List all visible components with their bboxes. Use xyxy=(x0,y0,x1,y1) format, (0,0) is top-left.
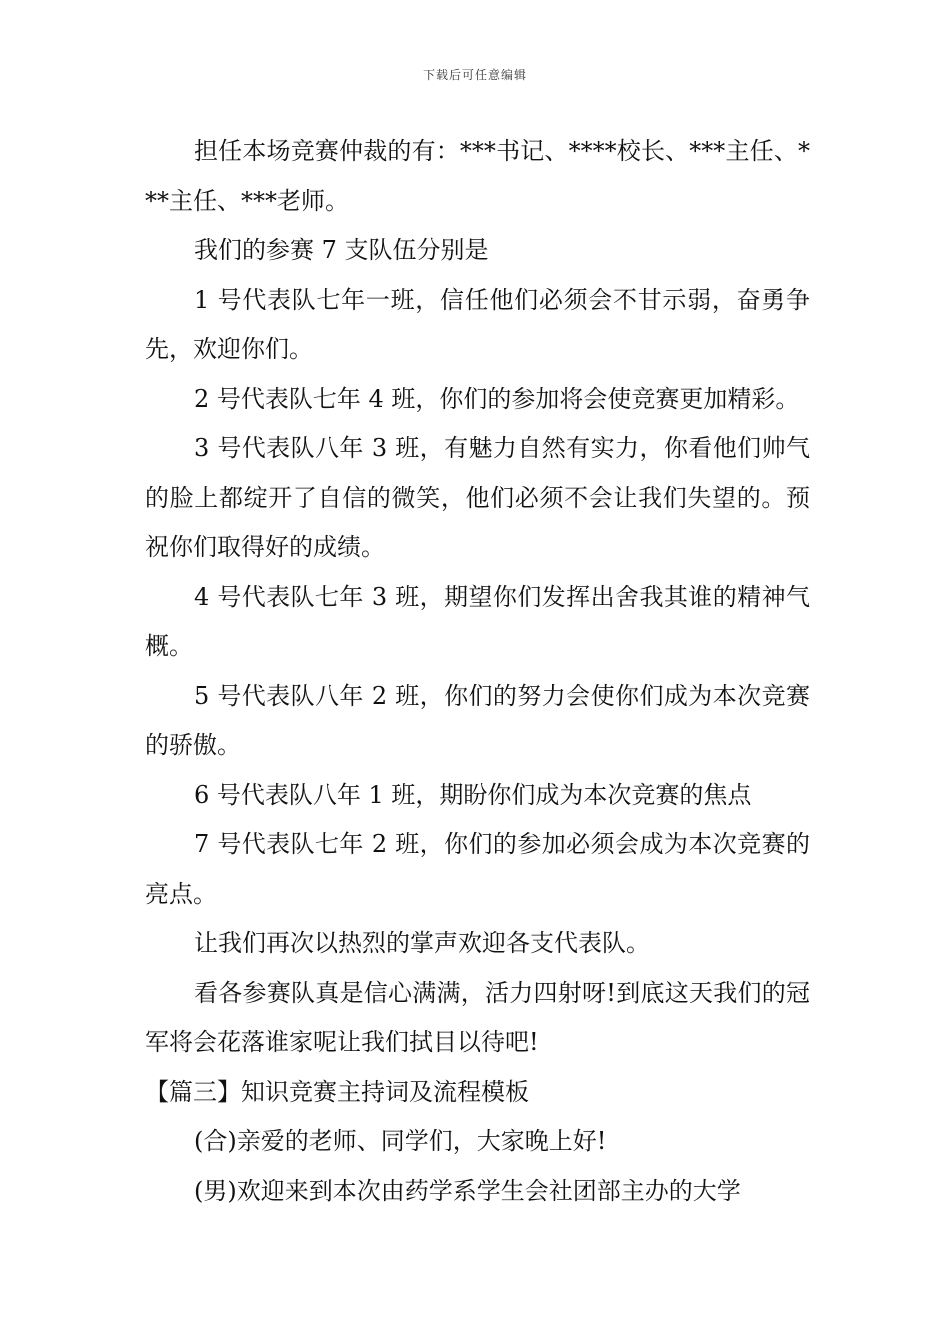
paragraph: 6 号代表队八年 1 班，期盼你们成为本次竞赛的焦点 xyxy=(194,780,752,809)
paragraph: 我们的参赛 7 支队伍分别是 xyxy=(194,236,489,264)
paragraph: 看各参赛队真是信心满满，活力四射呀!到底这天我们的冠军将会花落谁家呢让我们拭目以待吧! xyxy=(145,978,810,1056)
paragraph: 2 号代表队七年 4 班，你们的参加将会使竞赛更加精彩。 xyxy=(194,384,800,413)
paragraph: 让我们再次以热烈的掌声欢迎各支代表队。 xyxy=(194,929,650,957)
paragraph: 7 号代表队七年 2 班，你们的参加必须会成为本次竞赛的亮点。 xyxy=(145,830,810,908)
paragraph: (男)欢迎来到本次由药学系学生会社团部主办的大学 xyxy=(194,1176,741,1205)
page-header: 下载后可任意编辑 xyxy=(422,68,527,82)
paragraph: (合)亲爱的老师、同学们，大家晚上好! xyxy=(194,1127,607,1155)
document-body xyxy=(145,127,810,1216)
paragraph: 4 号代表队七年 3 班，期望你们发挥出舍我其谁的精神气概。 xyxy=(145,582,810,660)
paragraph: 5 号代表队八年 2 班，你们的努力会使你们成为本次竞赛的骄傲。 xyxy=(145,681,810,759)
paragraph: 1 号代表队七年一班，信任他们必须会不甘示弱，奋勇争先，欢迎你们。 xyxy=(145,285,810,363)
paragraph: 3 号代表队八年 3 班，有魅力自然有实力，你看他们帅气的脸上都绽开了自信的微笑，他们必须不会让我们失望的。预祝你们取得好的成绩。 xyxy=(145,434,810,561)
paragraph: 担任本场竞赛仲裁的有：***书记、****校长、***主任、***主任、***老师。 xyxy=(145,137,810,215)
section-heading: 【篇三】知识竞赛主持词及流程模板 xyxy=(145,1077,529,1106)
